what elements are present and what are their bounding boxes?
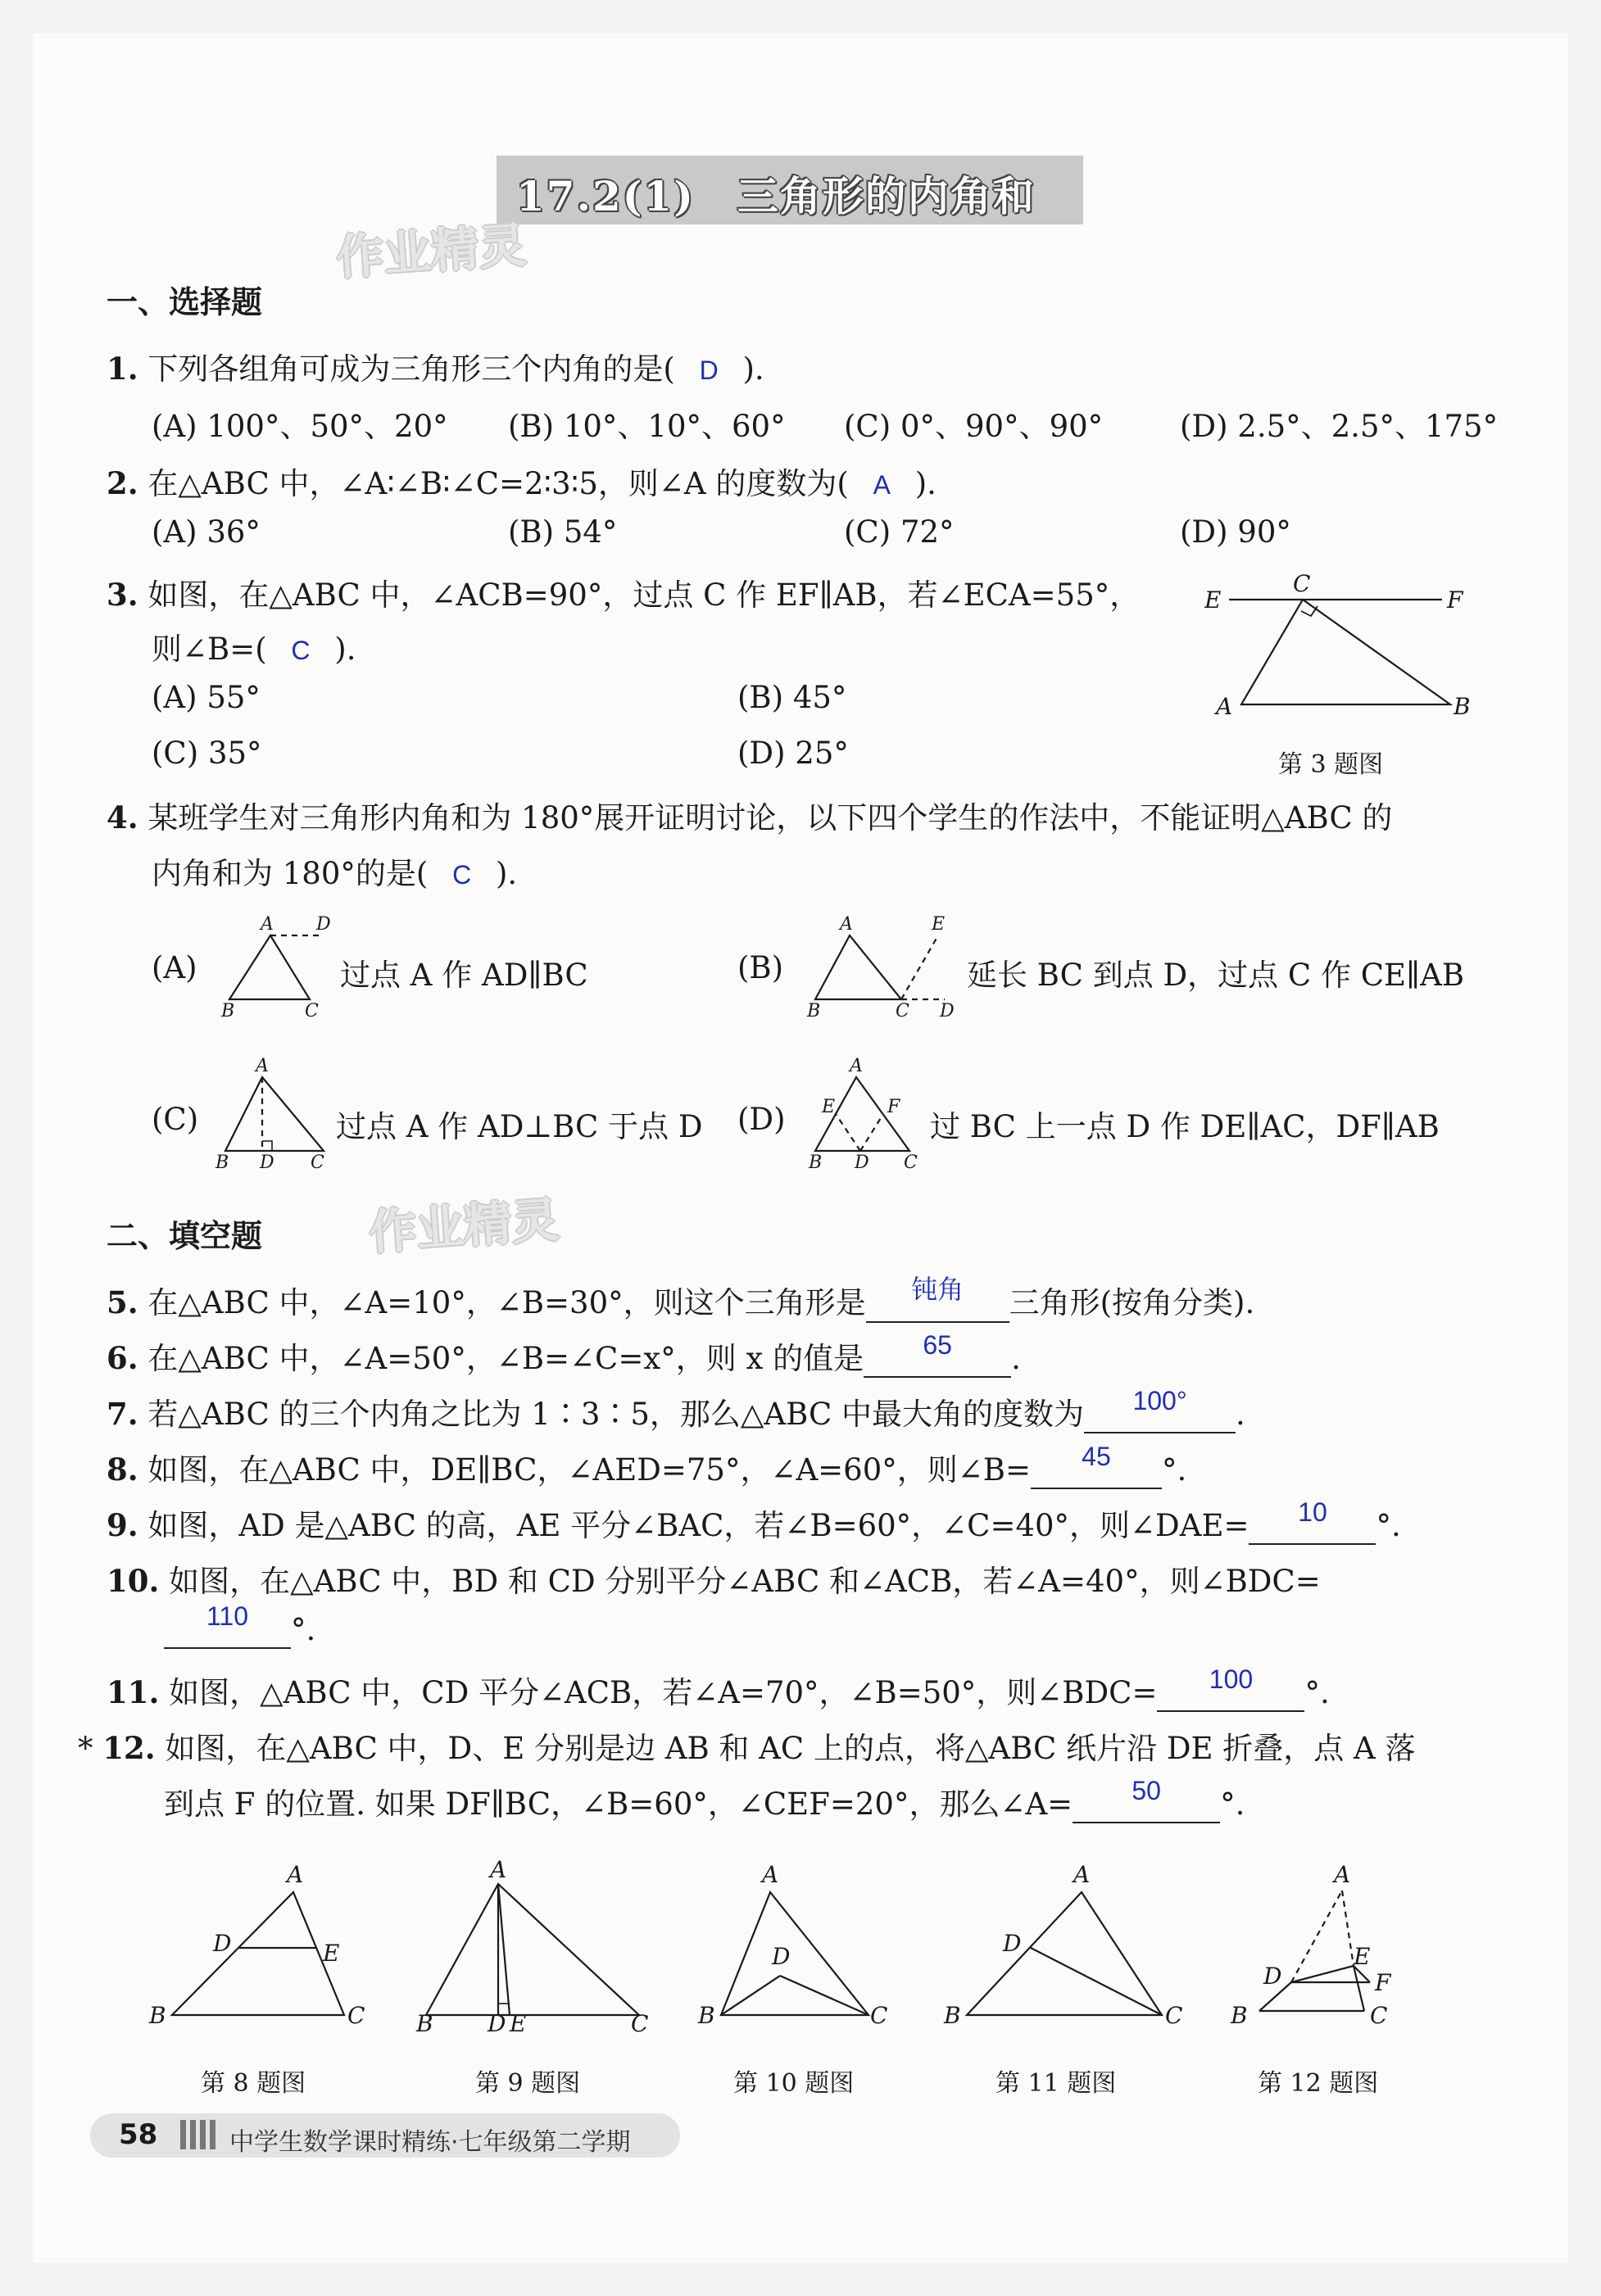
answer: 65: [923, 1330, 952, 1360]
answer: 10: [1298, 1497, 1327, 1527]
option-d: (D) 90°: [1180, 514, 1291, 550]
answer: 钝角: [911, 1275, 964, 1304]
figure-11: [934, 1859, 1188, 2040]
question-12: * 12. 如图，在△ABC 中，D、E 分别是边 AB 和 AC 上的点，将△ABC 纸片沿 DE 折叠，点 A 落: [78, 1730, 1416, 1766]
watermark: 作业精灵: [334, 216, 528, 286]
option-c: (C) 35°: [152, 736, 262, 771]
svg-text:C: C: [870, 2002, 888, 2029]
svg-text:E: E: [1354, 1943, 1371, 1970]
q4-figure-d: [799, 1057, 930, 1171]
svg-text:F: F: [887, 1097, 900, 1117]
question-1: 1. 下列各组角可成为三角形三个内角的是( D ).: [107, 351, 764, 387]
svg-text:A: A: [850, 1057, 863, 1076]
q4-option-c-label: (C): [152, 1102, 199, 1137]
option-a: (A) 100°、50°、20°: [152, 409, 448, 444]
watermark: 作业精灵: [367, 1191, 561, 1261]
svg-text:D: D: [940, 1001, 955, 1020]
option-c: (C) 0°、90°、90°: [844, 409, 1104, 444]
answer: 100: [1209, 1664, 1254, 1694]
book-title: 中学生数学课时精练·七年级第二学期: [229, 2128, 631, 2157]
footer-decoration: [180, 2120, 216, 2149]
question-9: 9. 如图，AD 是△ABC 的高，AE 平分∠BAC，若∠B=60°，∠C=40°，则∠DAE= 10 °.: [107, 1497, 1401, 1543]
page-title: 17.2(1) 三角形的内角和: [516, 172, 1036, 220]
figure-9: [410, 1859, 664, 2040]
svg-text:F: F: [1375, 1969, 1391, 1996]
question-4: [107, 793, 1392, 837]
svg-text:C: C: [1165, 2002, 1183, 2029]
q4-option-a-text: 过点 A 作 AD∥BC: [340, 958, 588, 993]
svg-text:D: D: [260, 1153, 274, 1171]
option-c: (C) 72°: [844, 514, 955, 550]
svg-text:A: A: [1334, 1861, 1351, 1888]
option-b: (B) 10°、10°、60°: [508, 409, 786, 444]
svg-text:D: D: [488, 2010, 506, 2037]
svg-text:B: B: [221, 1001, 235, 1020]
option-d: (D) 2.5°、2.5°、175°: [1180, 409, 1499, 444]
svg-text:A: A: [490, 1859, 507, 1883]
svg-text:B: B: [149, 2002, 166, 2029]
q4-option-a-label: (A): [152, 950, 197, 985]
question-text: 下列各组角可成为三角形三个内角的是(: [147, 351, 675, 387]
svg-text:B: B: [807, 1001, 821, 1020]
option-d: (D) 25°: [737, 736, 849, 771]
question-10-line2: 110 °.: [164, 1612, 315, 1649]
figure-10-caption: 第 10 题图: [733, 2069, 855, 2098]
svg-text:C: C: [904, 1153, 918, 1171]
answer: 45: [1082, 1442, 1111, 1471]
answer: C: [452, 860, 472, 890]
q4-option-d-text: 过 BC 上一点 D 作 DE∥AC，DF∥AB: [930, 1109, 1440, 1144]
svg-text:A: A: [840, 914, 853, 935]
answer: 110: [206, 1601, 248, 1631]
svg-text:B: B: [944, 2002, 961, 2029]
svg-text:A: A: [261, 914, 274, 935]
svg-text:C: C: [896, 1001, 909, 1020]
svg-text:A: A: [762, 1861, 779, 1888]
svg-text:B: B: [215, 1153, 229, 1171]
svg-text:B: B: [1454, 693, 1471, 720]
option-a: (A) 55°: [152, 680, 261, 715]
svg-text:E: E: [510, 2010, 527, 2037]
question-text: 如图，在△ABC 中，∠ACB=90°，过点 C 作 EF∥AB，若∠ECA=55°，: [147, 577, 1141, 613]
question-3: [107, 570, 1140, 614]
figure-11-caption: 第 11 题图: [996, 2069, 1117, 2098]
question-12-line2: 到点 F 的位置. 如果 DF∥BC，∠B=60°，∠CEF=20°，那么∠A= 50 °.: [164, 1776, 1245, 1822]
answer: D: [699, 355, 719, 385]
svg-text:E: E: [323, 1940, 340, 1967]
question-number: 2.: [107, 465, 138, 501]
question-number: 3.: [107, 577, 138, 613]
question-3-line2: 则∠B=( C ).: [152, 632, 356, 667]
figure-9-caption: 第 9 题图: [475, 2069, 581, 2098]
svg-text:D: D: [1003, 1930, 1022, 1957]
question-7: 7. 若△ABC 的三个内角之比为 1∶3∶5，那么△ABC 中最大角的度数为 100° .: [107, 1386, 1245, 1432]
svg-text:A: A: [1073, 1861, 1091, 1888]
question-5: 5. 在△ABC 中，∠A=10°，∠B=30°，则这个三角形是 钝角 三角形(按角分类).: [107, 1278, 1254, 1323]
answer: A: [873, 470, 891, 500]
question-number: 4.: [107, 799, 138, 836]
question-text: 在△ABC 中，∠A∶∠B∶∠C=2∶3∶5，则∠A 的度数为(: [147, 466, 849, 501]
svg-text:C: C: [347, 2002, 365, 2029]
svg-text:E: E: [822, 1097, 836, 1117]
svg-text:D: D: [1263, 1963, 1282, 1990]
svg-text:B: B: [698, 2002, 715, 2029]
svg-text:D: D: [855, 1153, 869, 1171]
option-b: (B) 45°: [737, 680, 847, 715]
figure-8-caption: 第 8 题图: [201, 2069, 306, 2098]
question-number: 1.: [107, 351, 138, 387]
q4-option-b-label: (B): [737, 950, 784, 985]
question-text: 某班学生对三角形内角和为 180°展开证明讨论，以下四个学生的作法中，不能证明△ABC 的: [147, 800, 1393, 836]
svg-text:E: E: [1204, 586, 1222, 614]
svg-text:C: C: [1293, 570, 1311, 597]
figure-3-caption: 第 3 题图: [1278, 750, 1384, 779]
question-10: 10. 如图，在△ABC 中，BD 和 CD 分别平分∠ABC 和∠ACB，若∠A=40°，则∠BDC=: [107, 1563, 1321, 1599]
figure-12-caption: 第 12 题图: [1258, 2069, 1379, 2098]
option-a: (A) 36°: [152, 514, 261, 550]
question-6: 6. 在△ABC 中，∠A=50°，∠B=∠C=x°，则 x 的值是 65 .: [107, 1330, 1021, 1376]
svg-text:D: D: [316, 914, 331, 935]
svg-text:B: B: [1231, 2002, 1248, 2029]
answer: 100°: [1132, 1386, 1187, 1415]
svg-text:D: D: [772, 1943, 791, 1970]
figure-8: [147, 1859, 369, 2040]
answer: 50: [1132, 1776, 1161, 1805]
q4-figure-a: [213, 913, 336, 1020]
section-title-fill: 二、填空题: [107, 1218, 263, 1254]
svg-text:F: F: [1447, 586, 1463, 614]
figure-3: [1204, 565, 1475, 729]
q4-figure-c: [209, 1057, 340, 1171]
figure-10: [696, 1859, 893, 2040]
answer: C: [291, 636, 311, 665]
svg-text:B: B: [416, 2010, 433, 2037]
svg-text:A: A: [1216, 693, 1233, 720]
svg-text:A: A: [256, 1057, 269, 1076]
q4-option-d-label: (D): [737, 1102, 786, 1137]
svg-text:B: B: [809, 1153, 823, 1171]
question-11: 11. 如图，△ABC 中，CD 平分∠ACB，若∠A=70°，∠B=50°，则∠BDC= 100 °.: [107, 1664, 1330, 1710]
svg-text:D: D: [213, 1930, 232, 1957]
svg-text:E: E: [932, 914, 946, 935]
svg-text:C: C: [311, 1153, 324, 1171]
question-2: 2. 在△ABC 中，∠A∶∠B∶∠C=2∶3∶5，则∠A 的度数为( A ).: [107, 465, 937, 501]
svg-text:C: C: [305, 1001, 319, 1020]
q4-option-c-text: 过点 A 作 AD⊥BC 于点 D: [336, 1109, 703, 1144]
question-4-line2: 内角和为 180°的是( C ).: [152, 856, 518, 891]
option-b: (B) 54°: [508, 514, 618, 550]
figure-12: [1213, 1859, 1442, 2040]
section-title-choice: 一、选择题: [107, 284, 263, 320]
page-number: 58: [119, 2118, 158, 2151]
q4-figure-b: [799, 913, 963, 1020]
svg-text:A: A: [287, 1861, 304, 1888]
question-8: 8. 如图，在△ABC 中，DE∥BC，∠AED=75°，∠A=60°，则∠B= 45 °.: [107, 1442, 1187, 1488]
svg-text:C: C: [631, 2010, 649, 2037]
svg-text:C: C: [1370, 2002, 1388, 2029]
q4-option-b-text: 延长 BC 到点 D，过点 C 作 CE∥AB: [967, 958, 1465, 993]
